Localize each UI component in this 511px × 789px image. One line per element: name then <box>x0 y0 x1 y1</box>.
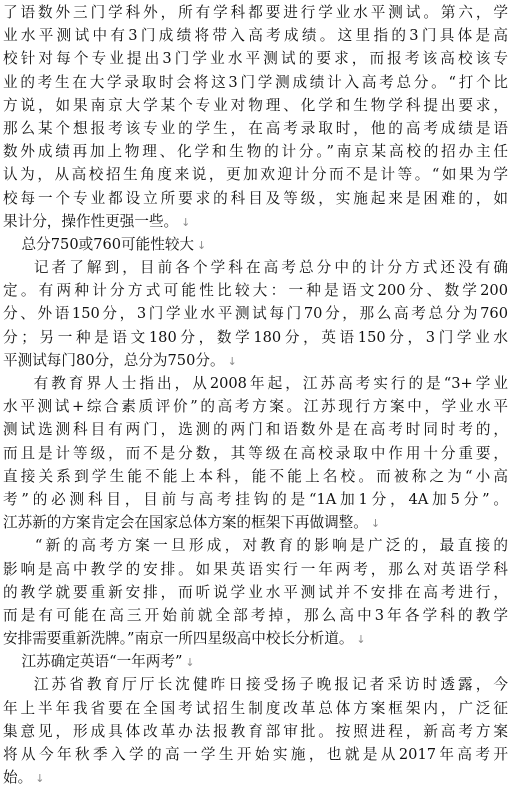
text-line <box>3 1 508 24</box>
text-line <box>3 302 508 325</box>
line-text: 校每一个专业都设立所要求的科目及等级，实施起来是困难的，如 <box>3 189 508 207</box>
text-line <box>3 279 508 302</box>
text-line <box>3 511 508 534</box>
text-line <box>3 210 508 233</box>
text-line <box>3 140 508 163</box>
text-line <box>3 627 508 650</box>
text-line <box>3 117 508 140</box>
paragraph-mark-icon: ↓ <box>356 633 366 647</box>
text-line <box>3 418 508 441</box>
text-line <box>3 650 508 673</box>
line-text: 业的考生在大学录取时会将这3门学测成绩计入高考总分。“打个比 <box>3 73 508 91</box>
text-line <box>3 24 508 47</box>
line-text: 有教育界人士指出，从2008年起，江苏高考实行的是“3+学业 <box>3 375 508 392</box>
text-line <box>3 349 508 372</box>
text-line <box>3 233 508 256</box>
paragraph-mark-icon: ↓ <box>181 215 191 229</box>
line-text: 将从今年秋季入学的高一学生开始实施，也就是从2017年高考开 <box>3 746 508 763</box>
line-text: 考”的必测科目，目前与高考挂钩的是“1A加1分，4A加5分”。 <box>3 490 508 508</box>
line-text: “新的高考方案一旦形成，对教育的影响是广泛的，最直接的 <box>3 537 508 555</box>
text-line <box>3 534 508 557</box>
text-line <box>3 395 508 418</box>
text-line <box>3 581 508 604</box>
line-text: 始。 <box>3 769 33 787</box>
text-line <box>3 326 508 349</box>
line-text: 那么某个想报考该专业的学生，在高考录取时，他的高考成绩是语 <box>3 119 508 137</box>
line-text: 江苏新的方案肯定会在国家总体方案的框架下再做调整。 <box>3 514 368 532</box>
text-line <box>3 766 508 789</box>
line-text: 记者了解到，目前各个学科在高考总分中的计分方式还没有确 <box>3 259 508 277</box>
paragraph-mark-icon: ↓ <box>227 354 237 368</box>
paragraph-mark-icon: ↓ <box>35 772 45 786</box>
text-line <box>3 187 508 210</box>
text-line <box>3 71 508 94</box>
paragraph-mark-icon: ↓ <box>370 517 381 531</box>
line-text: 影响是高中教学的安排。如果英语实行一年两考，那么对英语学科 <box>3 560 508 578</box>
line-text: 认为，从高校招生角度来说，更加欢迎计分而不是计等。“如果为学 <box>3 166 508 184</box>
line-text: 直接关系到学生能不能上本科，能不能上名校。而被称之为“小高 <box>3 467 508 485</box>
text-line <box>3 47 508 70</box>
line-text: 校针对每个专业提出3门学业水平测试的要求，而报考该高校该专 <box>3 50 508 68</box>
text-line <box>3 372 508 395</box>
text-line <box>3 673 508 696</box>
line-text: 平测试每门80分，总分为750分。 <box>3 351 225 369</box>
line-text: 方说，如果南京大学某个专业对物理、化学和生物学科提出要求， <box>3 96 508 114</box>
line-text: 数外成绩再加上物理、化学和生物的计分。”南京某高校的招办主任 <box>3 143 508 161</box>
text-line <box>3 465 508 488</box>
line-text: 集意见，形成具体改革办法报教育部审批。按照进程，新高考方案 <box>3 722 508 740</box>
paragraph-mark-icon: ↓ <box>197 238 207 252</box>
line-text: 年上半年我省要在全国考试招生制度改革总体方案框架内，广泛征 <box>3 699 508 717</box>
text-line <box>3 720 508 743</box>
text-line <box>3 604 508 627</box>
line-text: 分、外语150分，3门学业水平测试每门70分，那么高考总分为760 <box>3 305 508 323</box>
text-line <box>3 697 508 720</box>
line-text: 江苏省教育厅厅长沈健昨日接受扬子晚报记者采访时透露，今 <box>3 676 508 694</box>
document-body <box>3 1 508 789</box>
text-line <box>3 94 508 117</box>
line-text: 水平测试+综合素质评价”的高考方案。江苏现行方案中，学业水平 <box>3 398 508 416</box>
line-text: 果计分，操作性更强一些。 <box>3 212 179 230</box>
text-line <box>3 442 508 465</box>
paragraph-mark-icon: ↓ <box>185 656 195 670</box>
line-text: 定。有两种计分方式可能性比较大：一种是语文200分、数学200 <box>3 282 508 300</box>
line-text: 而且是计等级，而不是分数，其等级在高校录取中作用十分重要， <box>3 444 508 462</box>
line-text: 江苏确定英语“一年两考” <box>3 653 183 671</box>
text-line <box>3 558 508 581</box>
text-line <box>3 163 508 186</box>
line-text: 的教学就要重新安排，而听说学业水平测试并不安排在高考进行， <box>3 583 508 601</box>
line-text: 了语数外三门学科外，所有学科都要进行学业水平测试。第六，学 <box>3 4 508 21</box>
line-text: 总分750或760可能性较大 <box>3 235 195 253</box>
text-line <box>3 743 508 766</box>
text-line <box>3 256 508 279</box>
line-text: 而是有可能在高三开始前就全部考掉，那么高中3年各学科的教学 <box>3 606 508 624</box>
line-text: 安排需要重新洗牌。”南京一所四星级高中校长分析道。 <box>3 630 354 648</box>
line-text: 测试选测科目有两门，选测的两门和语数外是在高考时同时考的， <box>3 421 508 439</box>
text-line <box>3 488 508 511</box>
line-text: 业水平测试中有3门成绩将带入高考成绩。这里指的3门具体是高 <box>3 27 508 45</box>
line-text: 分；另一种是语文180分，数学180分，英语150分，3门学业水 <box>3 328 508 346</box>
